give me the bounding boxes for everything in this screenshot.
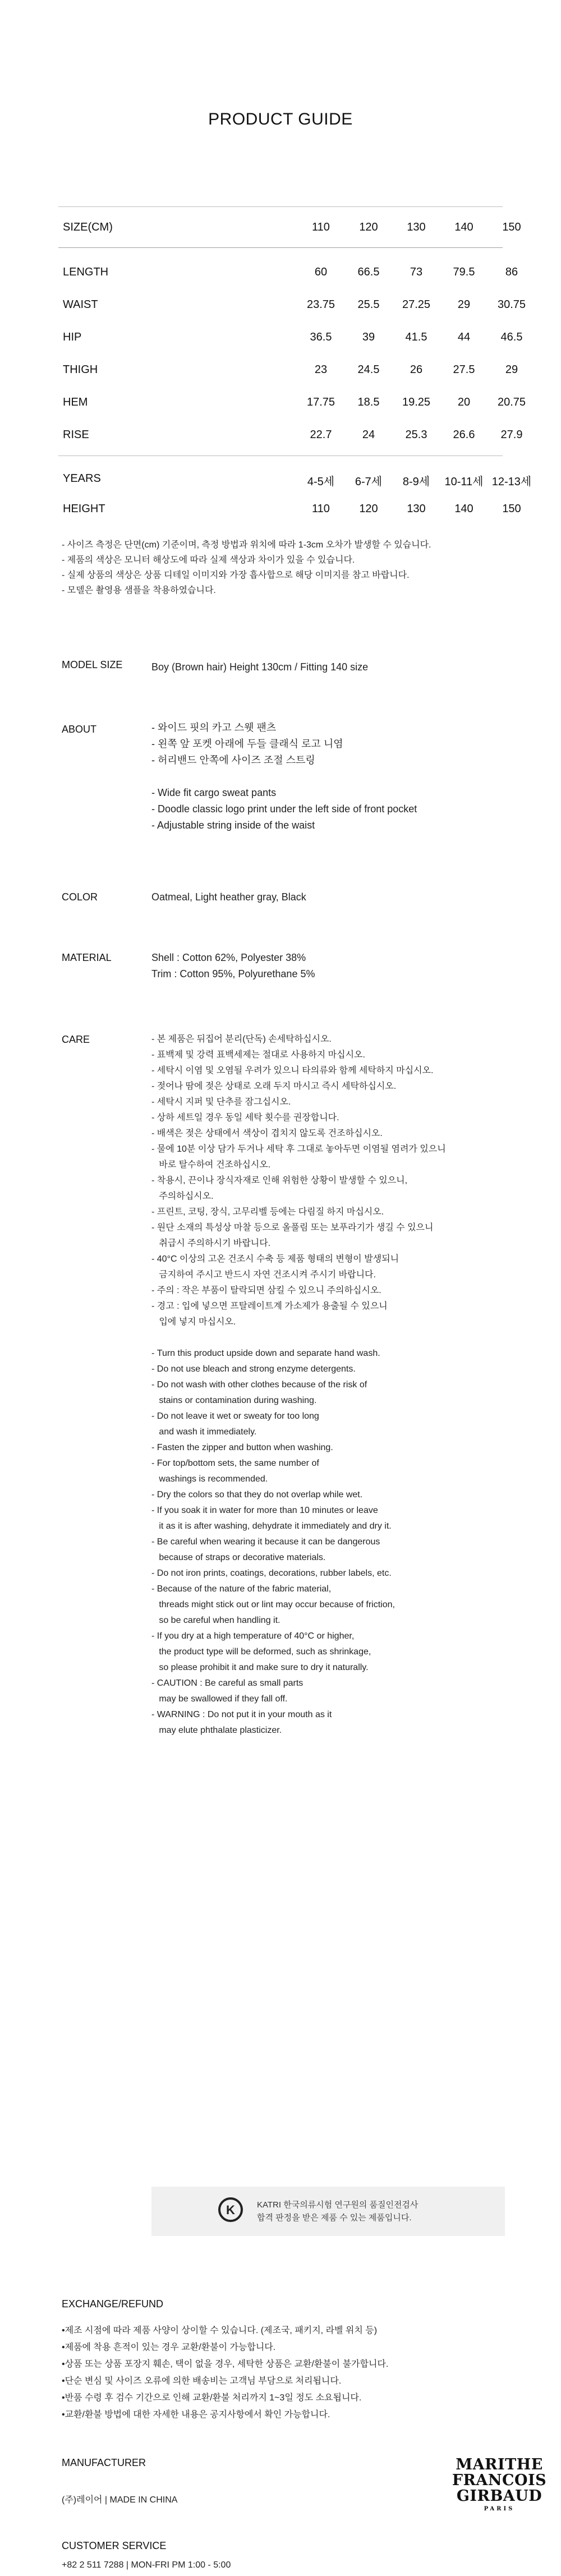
row-label: LENGTH [63,266,109,278]
kc-line: KATRI 한국의류시험 연구원의 품질인전검사 [257,2200,419,2210]
size-header-cell: 110 [312,221,330,233]
manufacturer-label: MANUFACTURER [62,2457,146,2468]
about-label: ABOUT [62,724,97,735]
logo-line: GIRBAUD [456,2487,542,2505]
model-size-text: Boy (Brown hair) Height 130cm / Fitting 140 size [151,661,369,673]
row-cell: 18.5 [357,396,380,408]
color-text: Oatmeal, Light heather gray, Black [151,891,306,903]
row-cell: 150 [502,503,521,515]
row-cell: 17.75 [306,396,335,408]
row-cell: 79.5 [453,266,475,278]
row-cell: 24 [362,429,375,441]
row-cell: 4-5세 [307,476,335,488]
customer-service-text: +82 2 511 7288 | MON-FRI PM 1:00 - 5:00 [62,2560,231,2570]
exchange-line: •교환/환불 방법에 대한 자세한 내용은 공지사항에서 확인 가능합니다. [62,2410,330,2419]
material-label: MATERIAL [62,952,112,963]
row-cell: 20.75 [497,396,526,408]
table-header-row [58,221,521,238]
row-cell: 12-13세 [491,476,532,488]
size-notes [62,537,431,598]
row-cell: 22.7 [310,429,332,441]
row-cell: 27.5 [453,364,475,376]
row-cell: 25.5 [357,298,380,311]
row-cell: 140 [454,503,473,515]
row-cell: 110 [312,503,330,515]
kc-line: 합격 판정을 받은 제품 수 있는 제품입니다. [257,2213,412,2223]
row-cell: 25.3 [405,429,427,441]
kc-mark-letter: K [226,2203,235,2217]
table-top-divider [58,206,503,207]
row-label: HIP [63,331,82,343]
row-label: YEARS [63,472,101,485]
exchange-line: •제품에 착용 흔적이 있는 경우 교환/환불이 가능합니다. [62,2343,276,2352]
size-header-cell: 150 [502,221,521,233]
brand-logo [449,2457,550,2512]
row-label: WAIST [63,298,98,311]
row-cell: 23.75 [306,298,335,311]
row-cell: 20 [457,396,471,408]
row-cell: 8-9세 [402,476,430,488]
row-cell: 24.5 [357,364,380,376]
logo-line: FRANCOIS [452,2472,547,2489]
size-header-cell: 140 [454,221,473,233]
row-cell: 130 [407,503,426,515]
material-text: Shell : Cotton 62%, Polyester 38% Trim : Cotton 95%, Polyurethane 5% [151,952,315,979]
color-label: COLOR [62,891,98,903]
row-cell: 36.5 [310,331,332,343]
table-row [58,331,523,348]
exchange-line: •단순 변심 및 사이즈 오류에 의한 배송비는 고객님 부담으로 처리됩니다. [62,2376,342,2386]
table-row [58,364,518,380]
size-header-cell: 130 [407,221,426,233]
row-label: HEM [63,396,88,408]
logo-line: MARITHE [456,2456,543,2473]
row-cell: 41.5 [405,331,427,343]
row-cell: 19.25 [402,396,431,408]
row-cell: 29 [505,364,518,376]
row-cell: 26.6 [453,429,475,441]
row-cell: 44 [457,331,471,343]
table-row [58,298,526,315]
size-header-cell: 120 [359,221,378,233]
row-cell: 73 [410,266,423,278]
table-row [58,396,526,413]
row-cell: 27.25 [402,298,431,311]
row-cell: 6-7세 [355,476,383,488]
exchange-body [62,2322,388,2423]
row-cell: 46.5 [500,331,523,343]
row-cell: 27.9 [500,429,523,441]
note-line: - 실제 상품의 색상은 상품 디테일 이미지와 가장 흡사합으로 해당 이미지를 참고 바랍니다. [62,571,410,580]
manufacturer-text: (주)레이어 | MADE IN CHINA [62,2495,178,2505]
customer-service-label: CUSTOMER SERVICE [62,2540,167,2551]
logo-sub: PARIS [484,2506,515,2512]
row-label: RISE [63,429,89,441]
note-line: - 모델은 촬영용 샘플을 착용하였습니다. [62,586,216,595]
care-label: CARE [62,1034,90,1045]
row-cell: 10-11세 [444,476,484,488]
row-cell: 120 [359,503,378,515]
row-cell: 23 [314,364,328,376]
row-cell: 26 [410,364,423,376]
row-label: THIGH [63,364,98,376]
kc-text [257,2198,418,2224]
row-cell: 39 [362,331,375,343]
table-header-divider [58,247,503,248]
table-row [58,266,518,283]
row-cell: 29 [457,298,471,311]
size-header-label: SIZE(CM) [63,221,113,233]
exchange-label: EXCHANGE/REFUND [62,2298,164,2310]
model-size-label: MODEL SIZE [62,659,123,670]
row-label: HEIGHT [63,503,105,515]
exchange-line: •반품 수령 후 검수 기간으로 인해 교환/환불 처리까지 1~3일 정도 소요됩니다. [62,2393,362,2403]
row-cell: 30.75 [497,298,526,311]
exchange-line: •제조 시점에 따라 제품 사양이 상이할 수 있습니다. (제조국, 패키지, 라벨 위치 등) [62,2326,378,2335]
row-cell: 60 [314,266,328,278]
about-text: - 와이드 핏의 카고 스웻 팬츠 - 왼쪽 앞 포켓 아래에 두들 클래식 로고 니염 - 허리밴드 안쪽에 사이즈 조절 스트링 - Wide fit cargo sweat pants - Doodle classic logo print under the left side of front pocket - Adjustable string inside of the waist [151,722,417,831]
row-cell: 66.5 [357,266,380,278]
page-title: PRODUCT GUIDE [208,110,353,128]
exchange-line: •상품 또는 상품 포장지 훼손, 택이 없을 경우, 세탁한 상품은 교환/환불이 불가합니다. [62,2359,389,2369]
table-row [58,429,523,445]
note-line: - 제품의 색상은 모니터 해상도에 따라 실제 색상과 차이가 있을 수 있습니다. [62,555,355,565]
table-row [58,472,532,489]
note-line: - 사이즈 측정은 단면(cm) 기준이며, 측정 방법과 위치에 따라 1-3cm 오차가 발생할 수 있습니다. [62,540,431,550]
table-row [58,503,521,519]
care-text: - 본 제품은 뒤집어 분리(단독) 손세탁하십시오. - 표백제 및 강력 표백세제는 절대로 사용하지 마십시오. - 세탁시 이염 및 오염될 우려가 있으니 타의류와 함께 세탁하지 마십시오. - 젖어나 땀에 젖은 상태로 오래 두지 마시고 즉시 세탁하십시오. - 세탁시 지퍼 및 단추를 잠그십시오. - 상하 세트일 경우 동일 세탁 횟수를 권장합니다. - 배색은 젖은 상태에서 색상이 겹치지 않도록 건조하십시오. - 물에 10분 이상 담가 두거나 세탁 후 그대로 놓아두면 이염될 염려가 있으니 바로 탈수하여 건조하십시오. - 착용시, 끈이나 장식자재로 인해 위험한 상황이 발생할 수 있으니, 주의하십시오. - 프린트, 코팅, 장식, 고무리벨 등에는 다림질 하지 마십시오. - 원단 소재의 특성상 마찰 등으로 올풀림 또는 보푸라기가 생길 수 있으니 취급시 주의하시기 바랍니다. - 40°C 이상의 고온 건조시 수축 등 제품 형태의 변형이 발생되니 금지하여 주시고 반드시 자연 건조시켜 주시기 바랍니다. - 주의 : 작은 부품이 탈락되면 삼킬 수 있으니 주의하십시오. - 경고 : 입에 넣으면 프탈레이트계 가소제가 용출될 수 있으니 입에 넣지 마십시오. - Turn this product upside down and separate hand wash. - Do not use bleach and strong enzyme detergents. - Do not wash with other clothes because of the risk of stains or contamination during washing. - Do not leave it wet or sweaty for too long and wash it immediately. - Fasten the zipper and button when washing. - For top/bottom sets, the same number of washings is recommended. - Dry the colors so that they do not overlap while wet. - If you soak it in water for more than 10 minutes or leave it as it is after washing, dehydrate it immediately and dry it. - Be careful when wearing it because it can be dangerous because of straps or decorative materials. - Do not iron prints, coatings, decorations, rubber labels, etc. - Because of the nature of the fabric material, threads might stick out or lint may occur because of friction, so be careful when handling it. - If you dry at a high temperature of 40°C or higher, the product type will be deformed, such as shrinkage, so please prohibit it and make sure to dry it naturally. - CAUTION : Be careful as small parts may be swallowed if they fall off. - WARNING : Do not put it in your mouth as it may elute phthalate plasticizer. [151,1034,446,1735]
kc-mark-icon [217,2196,245,2226]
row-cell: 86 [505,266,518,278]
